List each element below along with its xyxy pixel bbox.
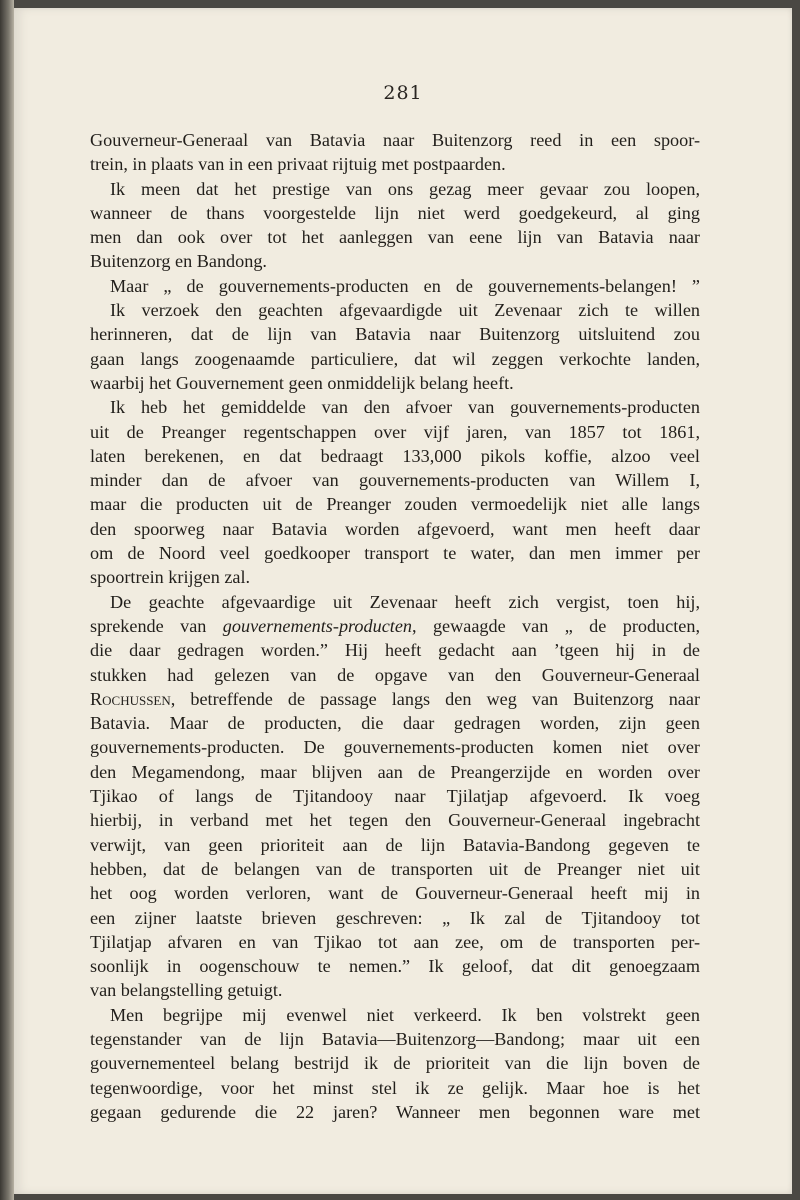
line-text: Ik heb het gemiddelde van den afvoer van gouvernements-producten — [110, 397, 700, 418]
text-line — [90, 687, 700, 711]
line-text: van belangstelling getuigt. — [90, 980, 283, 1001]
text-line — [90, 444, 700, 468]
text-line — [90, 541, 700, 565]
line-text: spoortrein krijgen zal. — [90, 567, 251, 588]
text-line — [90, 420, 700, 444]
line-text: soonlijk in oogenschouw te nemen.” Ik geloof, dat dit genoegzaam — [90, 956, 700, 977]
line-text: gaan langs zoogenaamde particuliere, dat wil zeggen verkochte landen, — [90, 348, 700, 369]
text-line — [90, 857, 700, 881]
text-line — [90, 663, 700, 687]
line-text: sprekende van — [90, 615, 223, 636]
text-line — [90, 371, 700, 395]
line-text: Gouverneur-Generaal van Batavia naar Buitenzorg reed in een spoor- — [90, 130, 700, 150]
line-text: hebben, dat de belangen van de transporten uit de Preanger niet uit — [90, 858, 700, 879]
line-text: die daar gedragen worden.” Hij heeft gedacht aan ’tgeen hij in de — [90, 640, 700, 661]
text-line — [90, 177, 700, 201]
text-line — [90, 930, 700, 954]
line-text: , gewaagde van „ de producten, — [412, 615, 700, 636]
line-text: Tjikao of langs de Tjitandooy naar Tjilatjap afgevoerd. Ik voeg — [90, 786, 700, 807]
text-line — [90, 274, 700, 298]
line-text: gegaan gedurende die 22 jaren? Wanneer men begonnen ware met — [90, 1101, 700, 1122]
line-text: laten berekenen, en dat bedraagt 133,000 pikols koffie, alzoo veel — [90, 445, 700, 466]
line-text: hierbij, in verband met het tegen den Gouverneur-Generaal ingebracht — [90, 810, 700, 831]
text-line — [90, 978, 700, 1002]
line-text: waarbij het Gouvernement geen onmiddelijk belang heeft. — [90, 372, 514, 393]
line-text: , betreffende de passage langs den weg van Buitenzorg naar — [170, 688, 700, 709]
text-line — [90, 1076, 700, 1100]
text-line — [90, 808, 700, 832]
text-line — [90, 881, 700, 905]
line-text: Ik meen dat het prestige van ons gezag meer gevaar zou loopen, — [110, 178, 700, 199]
text-line — [90, 833, 700, 857]
text-line — [90, 468, 700, 492]
text-line — [90, 614, 700, 638]
text-line — [90, 735, 700, 759]
text-line — [90, 517, 700, 541]
text-line — [90, 565, 700, 589]
text-line — [90, 954, 700, 978]
page-number: 281 — [383, 82, 423, 104]
line-text: Tjilatjap afvaren en van Tjikao tot aan zee, om de transporten per- — [90, 931, 700, 952]
text-line — [90, 711, 700, 735]
line-text: uit de Preanger regentschappen over vijf jaren, van 1857 tot 1861, — [90, 421, 700, 442]
line-text: wanneer de thans voorgestelde lijn niet werd goedgekeurd, al ging — [90, 202, 700, 223]
line-text: een zijner laatste brieven geschreven: „ Ik zal de Tjitandooy tot — [90, 907, 700, 928]
book-gutter — [0, 0, 14, 1200]
text-line — [90, 492, 700, 516]
line-text: den spoorweg naar Batavia worden afgevoerd, want men heeft daar — [90, 518, 700, 539]
line-text: verwijt, van geen prioriteit aan de lijn Batavia-Bandong gegeven te — [90, 834, 700, 855]
text-line — [90, 128, 700, 152]
text-line — [90, 1003, 700, 1027]
line-text: om de Noord veel goedkooper transport te water, dan men immer per — [90, 543, 700, 564]
line-text: Maar „ de gouvernements-producten en de gouvernements-belangen! ” — [110, 275, 700, 296]
text-line — [90, 347, 700, 371]
line-text: stukken had gelezen van de opgave van den Gouverneur-Generaal — [90, 664, 700, 685]
text-line — [90, 225, 700, 249]
line-text: minder dan de afvoer van gouvernements-producten van Willem I, — [90, 470, 700, 491]
line-text: Buitenzorg en Bandong. — [90, 251, 267, 272]
line-text: De geachte afgevaardige uit Zevenaar heeft zich vergist, toen hij, — [110, 591, 700, 612]
text-line — [90, 1100, 700, 1124]
text-line — [90, 201, 700, 225]
text-line — [90, 152, 700, 176]
text-line — [90, 638, 700, 662]
small-caps-name: Rochussen — [90, 688, 171, 709]
line-text: het oog worden verloren, want de Gouverneur-Generaal heeft mij in — [90, 883, 700, 904]
line-text: Batavia. Maar de producten, die daar gedragen worden, zijn geen — [90, 713, 700, 734]
line-text: gouvernementeel belang bestrijd ik de prioriteit van die lijn boven de — [90, 1053, 700, 1074]
text-line — [90, 1027, 700, 1051]
text-line — [90, 395, 700, 419]
line-text: tegenstander van de lijn Batavia—Buitenzorg—Bandong; maar uit een — [90, 1028, 700, 1049]
line-text: herinneren, dat de lijn van Batavia naar Buitenzorg uitsluitend zou — [90, 324, 700, 345]
text-line — [90, 298, 700, 322]
line-text: trein, in plaats van in een privaat rijtuig met postpaarden. — [90, 154, 506, 175]
text-line — [90, 590, 700, 614]
text-line — [90, 760, 700, 784]
text-line — [90, 249, 700, 273]
text-line — [90, 322, 700, 346]
line-text: Ik verzoek den geachten afgevaardigde uit Zevenaar zich te willen — [110, 300, 700, 321]
line-text: den Megamendong, maar blijven aan de Preangerzijde en worden over — [90, 761, 700, 782]
line-text: gouvernements-producten. De gouvernements-producten komen niet over — [90, 737, 700, 758]
book-page — [14, 8, 792, 1194]
italic-term: gouvernements-producten — [222, 615, 413, 636]
text-line — [90, 906, 700, 930]
text-line — [90, 784, 700, 808]
line-text: Men begrijpe mij evenwel niet verkeerd. Ik ben volstrekt geen — [110, 1004, 700, 1025]
line-text: men dan ook over tot het aanleggen van eene lijn van Batavia naar — [90, 227, 700, 248]
body-text — [90, 128, 700, 1124]
line-text: maar die producten uit de Preanger zouden vermoedelijk niet alle langs — [90, 494, 700, 515]
text-line — [90, 1051, 700, 1075]
line-text: tegenwoordige, voor het minst stel ik ze gelijk. Maar hoe is het — [90, 1077, 700, 1098]
